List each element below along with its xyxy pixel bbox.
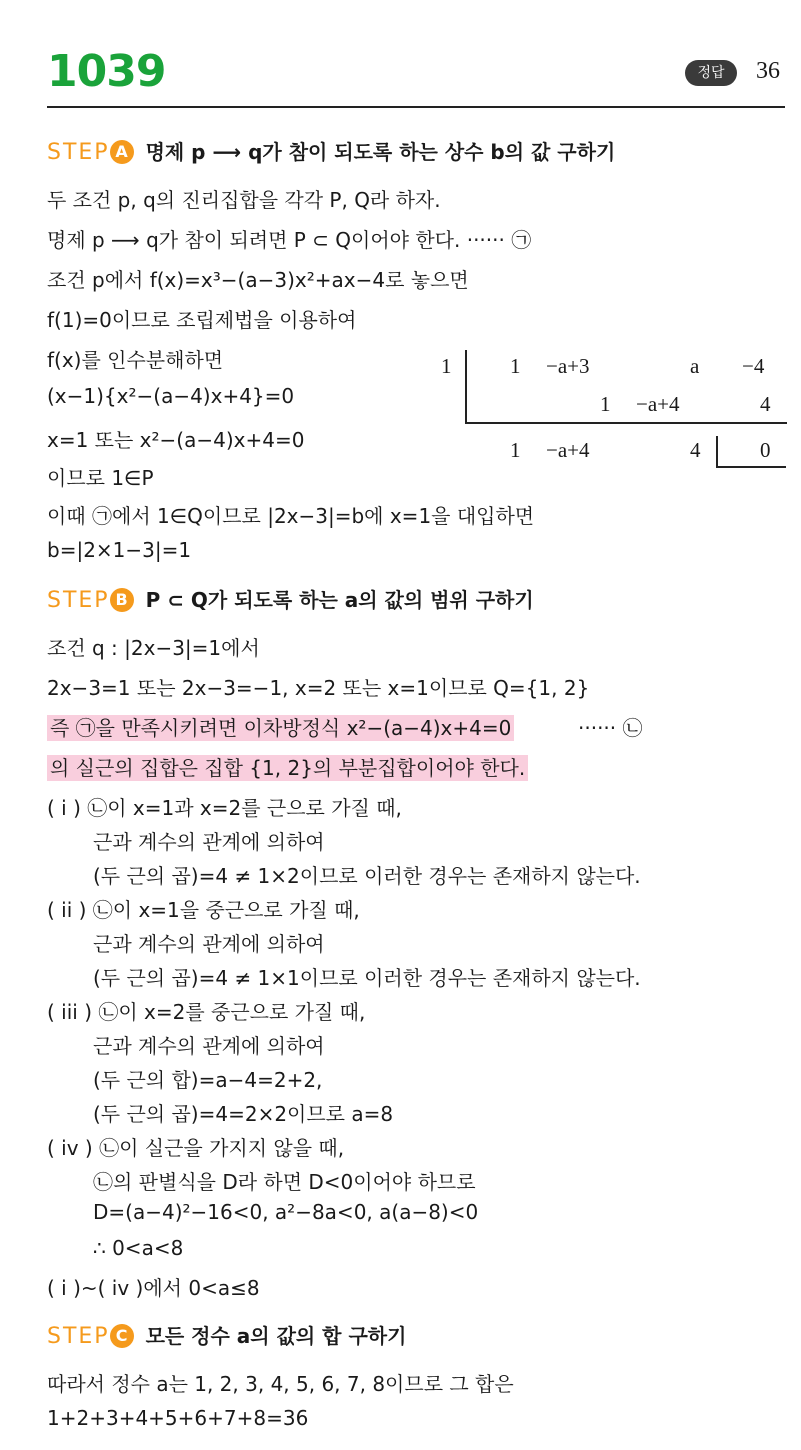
text-line (47, 752, 528, 781)
coefficient: −a+3 (546, 354, 590, 378)
text-line: 근과 계수의 관계에 의하여 (93, 932, 325, 956)
step-letter-badge: B (110, 588, 134, 612)
division-vertical-line (465, 350, 467, 422)
text-line: 근과 계수의 관계에 의하여 (93, 1034, 325, 1058)
text-line: (두 근의 곱)=4 ≠ 1×1이므로 이러한 경우는 존재하지 않는다. (93, 966, 641, 990)
answer-badge: 정답 (685, 60, 737, 86)
text-line (47, 712, 514, 741)
text-line: 2x−3=1 또는 2x−3=−1, x=2 또는 x=1이므로 Q={1, 2} (47, 676, 590, 700)
step-letter-badge: C (110, 1324, 134, 1348)
step-a-heading (47, 136, 615, 165)
text-line: (두 근의 곱)=4=2×2이므로 a=8 (93, 1102, 394, 1126)
remainder-box-bottom (716, 466, 786, 468)
text-line: (x−1){x²−(a−4)x+4}=0 (47, 384, 295, 408)
text-line: 이때 ㉠에서 1∈Q이므로 |2x−3|=b에 x=1을 대입하면 (47, 504, 535, 528)
result-term: 4 (690, 438, 701, 462)
product-term: −a+4 (636, 392, 680, 416)
text-line: 조건 p에서 f(x)=x³−(a−3)x²+ax−4로 놓으면 (47, 268, 469, 292)
highlighted-text: 의 실근의 집합은 집합 {1, 2}의 부분집합이어야 한다. (47, 755, 528, 781)
divisor: 1 (441, 354, 452, 378)
case-heading: ( iii ) ㉡이 x=2를 중근으로 가질 때, (47, 1000, 366, 1024)
text-line: 명제 p ⟶ q가 참이 되려면 P ⊂ Q이어야 한다. ······ ㉠ (47, 228, 532, 252)
text-line: 따라서 정수 a는 1, 2, 3, 4, 5, 6, 7, 8이므로 그 합은 (47, 1372, 514, 1396)
problem-number: 1039 (47, 46, 166, 97)
result-term: −a+4 (546, 438, 590, 462)
text-line: x=1 또는 x²−(a−4)x+4=0 (47, 428, 305, 452)
product-term: 4 (760, 392, 771, 416)
text-line: ······ ㉡ (578, 716, 643, 740)
text-line: ( i )~( iv )에서 0<a≤8 (47, 1276, 260, 1300)
text-line: ∴ 0<a<8 (93, 1236, 184, 1260)
step-label: STEP (47, 588, 110, 613)
division-horizontal-line (465, 422, 787, 424)
text-line: (두 근의 곱)=4 ≠ 1×2이므로 이러한 경우는 존재하지 않는다. (93, 864, 641, 888)
text-line: 조건 q : |2x−3|=1에서 (47, 636, 260, 660)
answer-page: 36 (756, 58, 780, 84)
text-line: 이므로 1∈P (47, 466, 154, 490)
final-answer: 1+2+3+4+5+6+7+8=36 (47, 1406, 309, 1430)
result-term: 1 (510, 438, 521, 462)
case-heading: ( i ) ㉡이 x=1과 x=2를 근으로 가질 때, (47, 796, 402, 820)
text-line: ㉡의 판별식을 D라 하면 D<0이어야 하므로 (93, 1170, 476, 1194)
coefficient: a (690, 354, 700, 378)
text-line: f(x)를 인수분해하면 (47, 348, 224, 372)
text-line: D=(a−4)²−16<0, a²−8a<0, a(a−8)<0 (93, 1200, 479, 1224)
step-title: 명제 p ⟶ q가 참이 되도록 하는 상수 b의 값 구하기 (145, 140, 616, 164)
case-heading: ( ii ) ㉡이 x=1을 중근으로 가질 때, (47, 898, 360, 922)
step-letter-badge: A (110, 140, 134, 164)
text-line: b=|2×1−3|=1 (47, 538, 192, 562)
remainder-box-side (716, 436, 718, 466)
header-divider (47, 106, 785, 108)
step-b-heading (47, 584, 534, 613)
text-line: 근과 계수의 관계에 의하여 (93, 830, 325, 854)
step-label: STEP (47, 140, 110, 165)
step-title: 모든 정수 a의 값의 합 구하기 (145, 1324, 407, 1348)
step-label: STEP (47, 1324, 110, 1349)
text-line: (두 근의 합)=a−4=2+2, (93, 1068, 323, 1092)
text-line: 두 조건 p, q의 진리집합을 각각 P, Q라 하자. (47, 188, 441, 212)
step-c-heading (47, 1320, 406, 1349)
step-title: P ⊂ Q가 되도록 하는 a의 값의 범위 구하기 (145, 588, 534, 612)
product-term: 1 (600, 392, 611, 416)
coefficient: −4 (742, 354, 765, 378)
coefficient: 1 (510, 354, 521, 378)
remainder: 0 (760, 438, 771, 462)
highlighted-text: 즉 ㉠을 만족시키려면 이차방정식 x²−(a−4)x+4=0 (47, 715, 514, 741)
case-heading: ( iv ) ㉡이 실근을 가지지 않을 때, (47, 1136, 345, 1160)
text-line: f(1)=0이므로 조립제법을 이용하여 (47, 308, 357, 332)
